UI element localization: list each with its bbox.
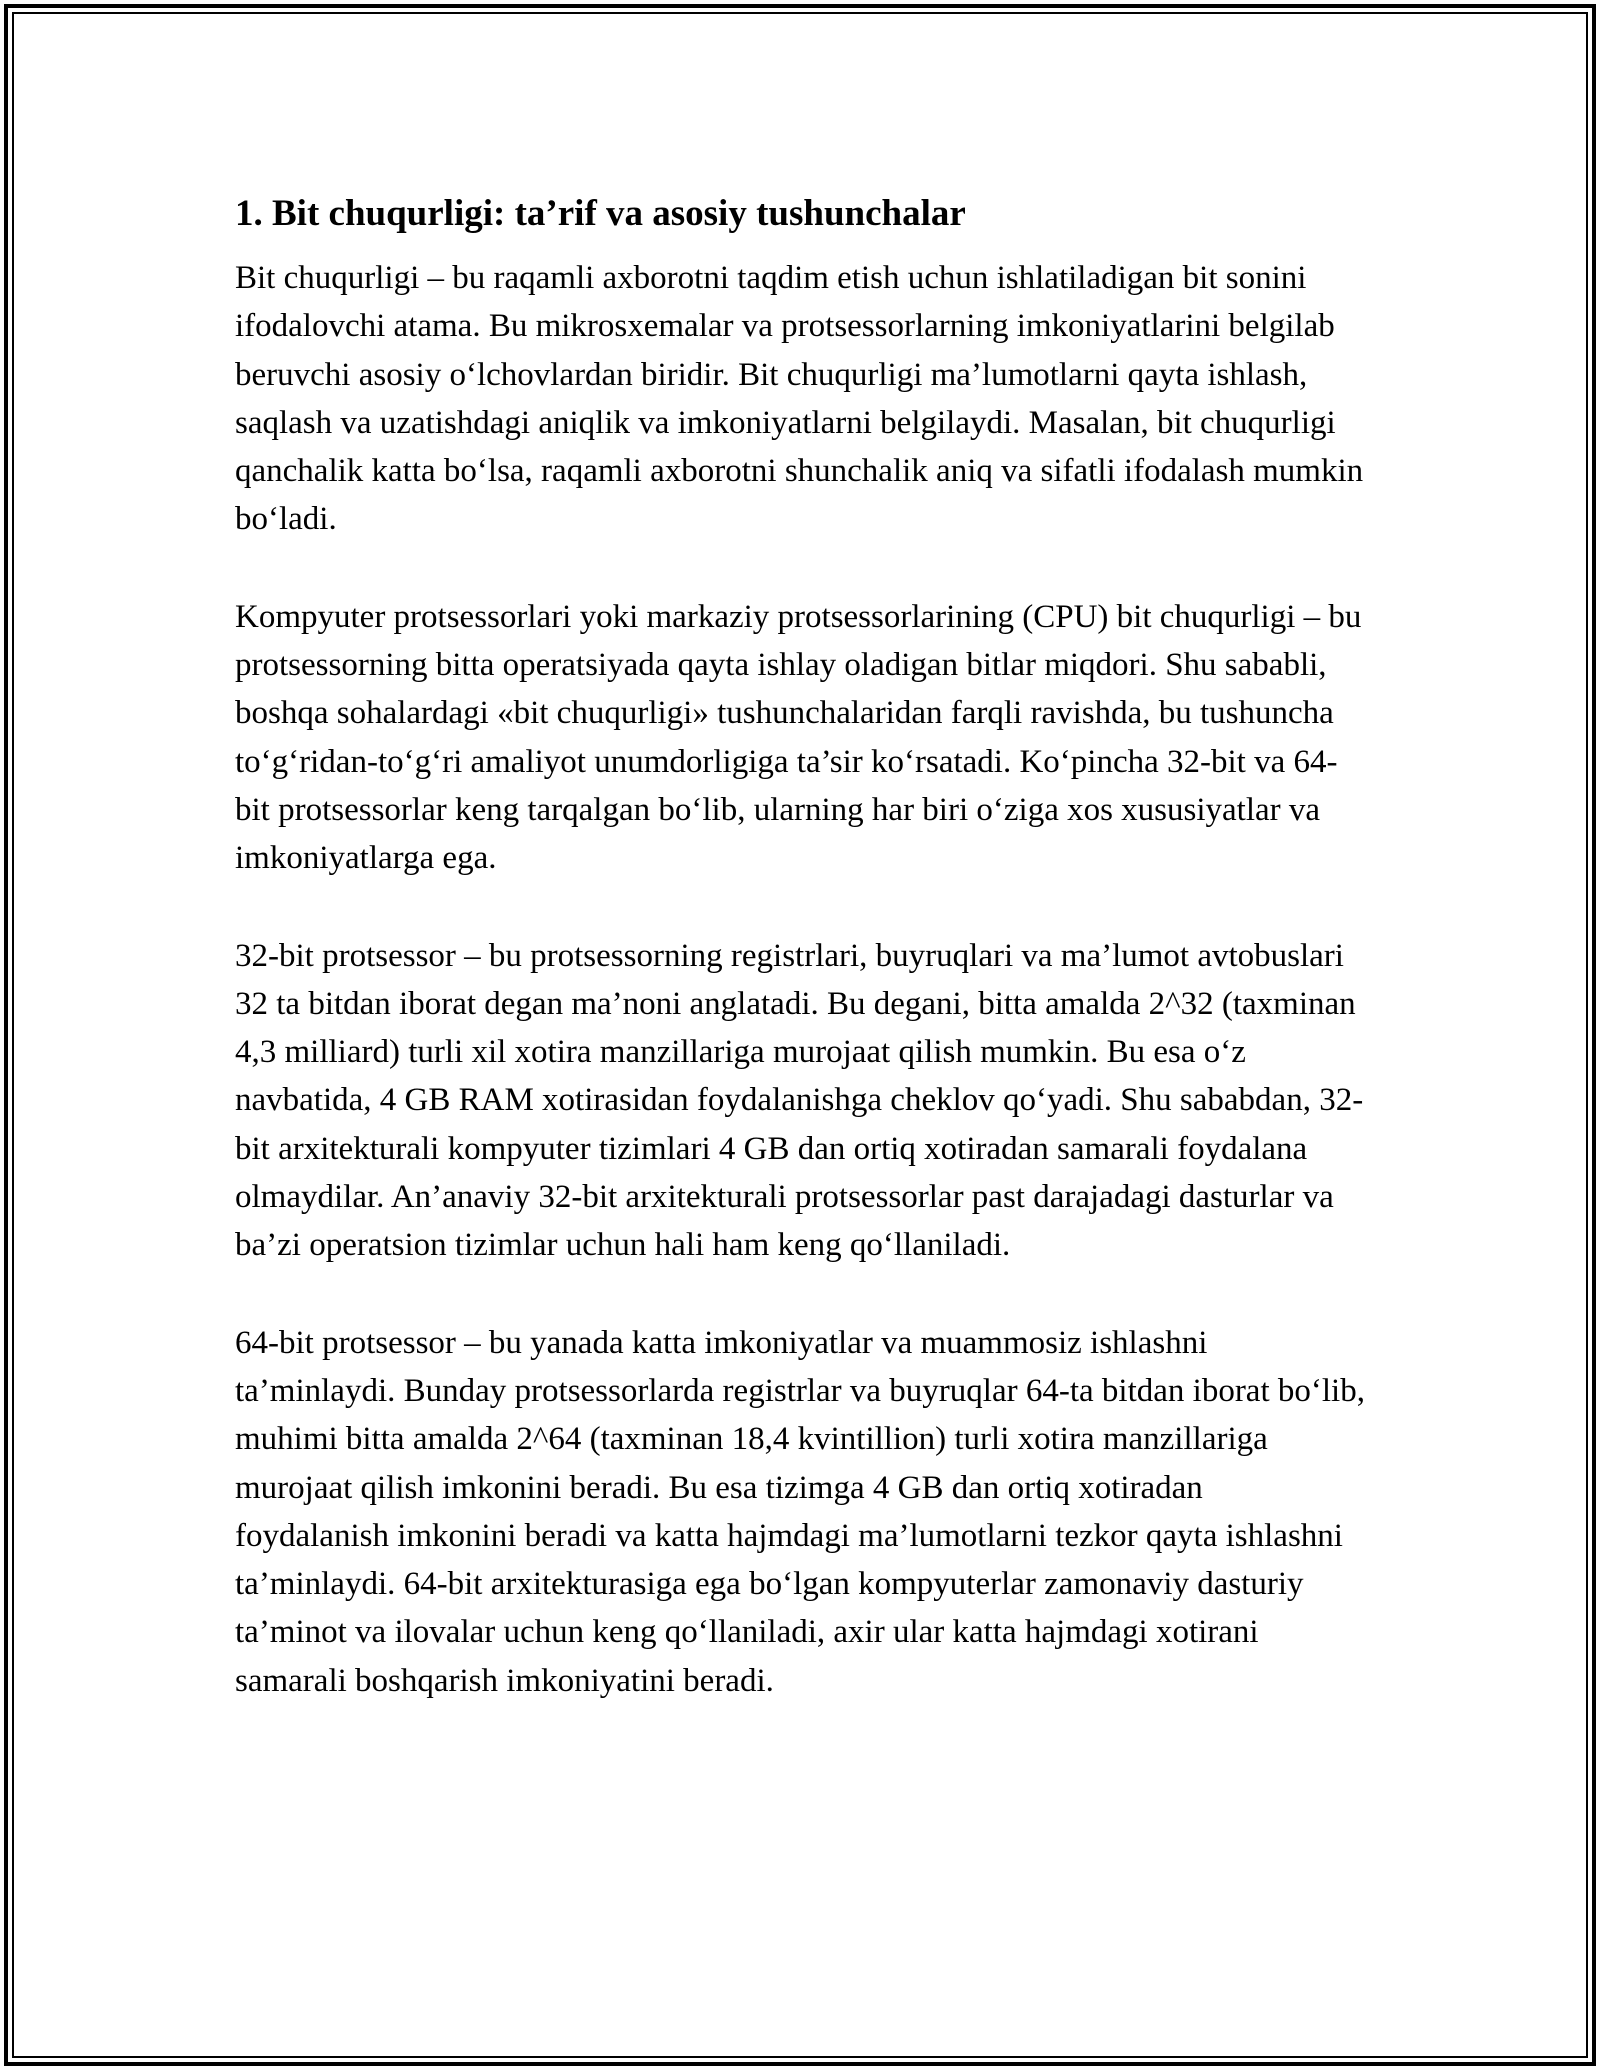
paragraph-definition: Bit chuqurligi – bu raqamli axborotni taqdim etish uchun ishlatiladigan bit sonini ifodalovchi atama. Bu mikrosxemalar va protsessorlarning imkoniyatlarini belgilab beruvchi asosiy o‘lchovlardan biridir. Bit chuqurligi ma’lumotlarni qayta ishlash, saqlash va uzatishdagi aniqlik va imkoniyatlarni belgilaydi. Masalan, bit chuqurligi qanchalik katta bo‘lsa, raqamli axborotni shunchalik aniq va sifatli ifodalash mumkin bo‘ladi. — [235, 260, 1364, 538]
document-body — [235, 186, 1365, 1754]
paragraph-32-bit: 32-bit protsessor – bu protsessorning registrlari, buyruqlari va ma’lumot avtobuslari 32 ta bitdan iborat degan ma’noni anglatadi. Bu degani, bitta amalda 2^32 (taxminan 4,3 milliard) turli xil xotira manzillariga murojaat qilish mumkin. Bu esa o‘z navbatida, 4 GB RAM xotirasidan foydalanishga cheklov qo‘yadi. Shu sababdan, 32-bit arxitekturali kompyuter tizimlari 4 GB dan ortiq xotiradan samarali foydalana olmaydilar. An’anaviy 32-bit arxitekturali protsessorlar past darajadagi dasturlar va ba’zi operatsion tizimlar uchun hali ham keng qo‘llaniladi. — [235, 937, 1364, 1264]
section-heading: 1. Bit chuqurligi: ta’rif va asosiy tushunchalar — [235, 193, 966, 234]
paragraph-cpu-bit-depth: Kompyuter protsessorlari yoki markaziy protsessorlarining (CPU) bit chuqurligi – bu protsessorning bitta operatsiyada qayta ishlay oladigan bitlar miqdori. Shu sababli, boshqa sohalardagi «bit chuqurligi» tushunchalaridan farqli ravishda, bu tushuncha to‘g‘ridan-to‘g‘ri amaliyot unumdorligiga ta’sir ko‘rsatadi. Ko‘pincha 32-bit va 64-bit protsessorlar keng tarqalgan bo‘lib, ularning har biri o‘ziga xos xususiyatlar va imkoniyatlarga ega. — [235, 598, 1362, 877]
paragraph-64-bit: 64-bit protsessor – bu yanada katta imkoniyatlar va muammosiz ishlashni ta’minlaydi. Bunday protsessorlarda registrlar va buyruqlar 64-ta bitdan iborat bo‘lib, muhimi bitta amalda 2^64 (taxminan 18,4 kvintillion) turli xotira manzillariga murojaat qilish imkonini beradi. Bu esa tizimga 4 GB dan ortiq xotiradan foydalanish imkonini beradi va katta hajmdagi ma’lumotlarni tezkor qayta ishlashni ta’minlaydi. 64-bit arxitekturasiga ega bo‘lgan kompyuterlar zamonaviy dasturiy ta’minot va ilovalar uchun keng qo‘llaniladi, axir ular katta hajmdagi xotirani samarali boshqarish imkoniyatini beradi. — [235, 1324, 1365, 1699]
